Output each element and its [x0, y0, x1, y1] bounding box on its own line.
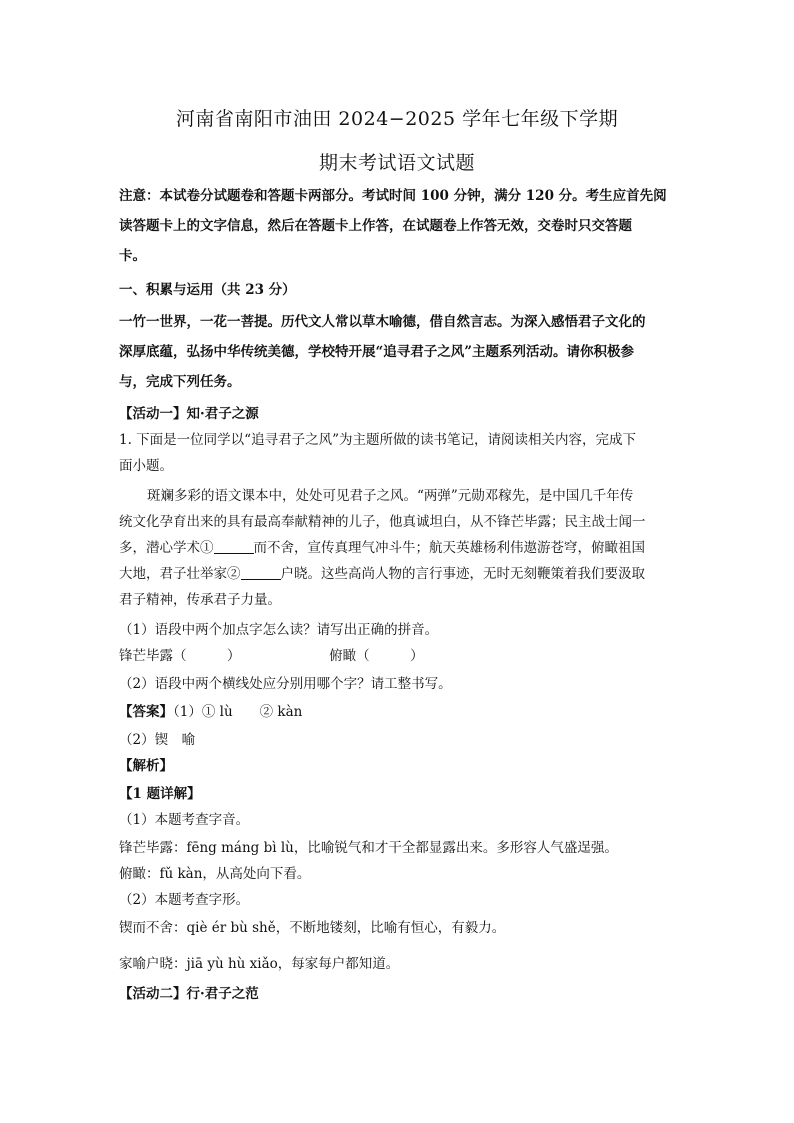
- answer-part-2: （2）锲 喻: [119, 732, 196, 748]
- section-heading: 一、积累与运用（共 23 分）: [119, 282, 296, 298]
- explanation-line-3: 俯瞰：fǔ kàn，从高处向下看。: [119, 866, 311, 882]
- subquestion-1: （1）语段中两个加点字怎么读？请写出正确的拼音。: [119, 622, 439, 638]
- intro-line-2: 深厚底蕴，弘扬中华传统美德，学校特开展“追寻君子之风”主题系列活动。请你积极参: [119, 344, 635, 360]
- answer-label: 【答案】: [119, 704, 173, 720]
- question-1-line-2: 面小题。: [119, 458, 173, 474]
- blank-1: [214, 539, 254, 554]
- passage-line-3-end: 而不舍，宣传真理气冲斗牛；航天英雄杨利伟遨游苍穹，俯瞰祖国: [253, 540, 645, 556]
- title-line-1: 河南省南阳市油田 2024−2025 学年七年级下学期: [175, 108, 619, 130]
- analysis-label: 【解析】: [119, 758, 173, 774]
- intro-line-1: 一竹一世界，一花一菩提。历代文人常以草木喻德，借自然言志。为深入感悟君子文化的: [119, 314, 646, 330]
- explanation-line-5: 锲而不舍：qiè ér bù shě，不断地镂刻，比喻有恒心，有毅力。: [119, 920, 506, 936]
- passage-line-3: [119, 538, 679, 558]
- passage-line-2: 统文化孕育出来的具有最高奉献精神的儿子，他真诚坦白，从不锋芒毕露；民主战士闻一: [119, 514, 646, 530]
- passage-line-3-start: 多，潜心学术①: [119, 540, 214, 556]
- question-1-line-1: 1. 下面是一位同学以“追寻君子之风”为主题所做的读书笔记，请阅读相关内容，完成下: [119, 432, 636, 448]
- activity-1-heading: 【活动一】知·君子之源: [119, 406, 259, 422]
- title-line-2: 期末考试语文试题: [318, 152, 475, 174]
- answer-row-1: [119, 702, 679, 722]
- passage-line-4-end: 户晓。这些高尚人物的言行事迹，无时无刻鞭策着我们要汲取: [280, 566, 645, 582]
- pinyin-prompt-word-1: 锋芒毕露（ ）: [119, 648, 241, 664]
- explanation-line-6: 家喻户晓：jiā yù hù xiǎo，每家每户都知道。: [119, 956, 400, 972]
- notice-line-2: 读答题卡上的文字信息，然后在答题卡上作答，在试题卷上作答无效，交卷时只交答题: [119, 218, 632, 234]
- explanation-line-1: （1）本题考查字音。: [119, 812, 250, 828]
- notice-line-3: 卡。: [119, 248, 146, 264]
- explanation-line-2: 锋芒毕露：fēng máng bì lù，比喻锐气和才干全都显露出来。多形容人气盛逞强。: [119, 840, 618, 856]
- passage-line-5: 君子精神，传承君子力量。: [119, 592, 281, 608]
- passage-line-4-start: 大地，君子壮举家②: [119, 566, 241, 582]
- passage-line-4: [119, 564, 679, 584]
- detail-label: 【1 题详解】: [119, 786, 201, 802]
- explanation-line-4: （2）本题考查字形。: [119, 892, 250, 908]
- notice-line-1: 注意：本试卷分试题卷和答题卡两部分。考试时间 100 分钟，满分 120 分。考生应首先阅: [119, 188, 667, 204]
- pinyin-prompt-row: [119, 646, 679, 666]
- activity-2-heading: 【活动二】行·君子之范: [119, 986, 259, 1002]
- pinyin-prompt-word-2: 俯瞰（ ）: [329, 648, 424, 664]
- blank-2: [241, 565, 281, 580]
- answer-part-1: （1）① lù ② kàn: [173, 704, 303, 720]
- subquestion-2: （2）语段中两个横线处应分别用哪个字？请工整书写。: [119, 676, 452, 692]
- intro-line-3: 与，完成下列任务。: [119, 374, 241, 390]
- passage-line-1: 斑斓多彩的语文课本中，处处可见君子之风。“两弹”元勋邓稼先，是中国几千年传: [147, 488, 634, 504]
